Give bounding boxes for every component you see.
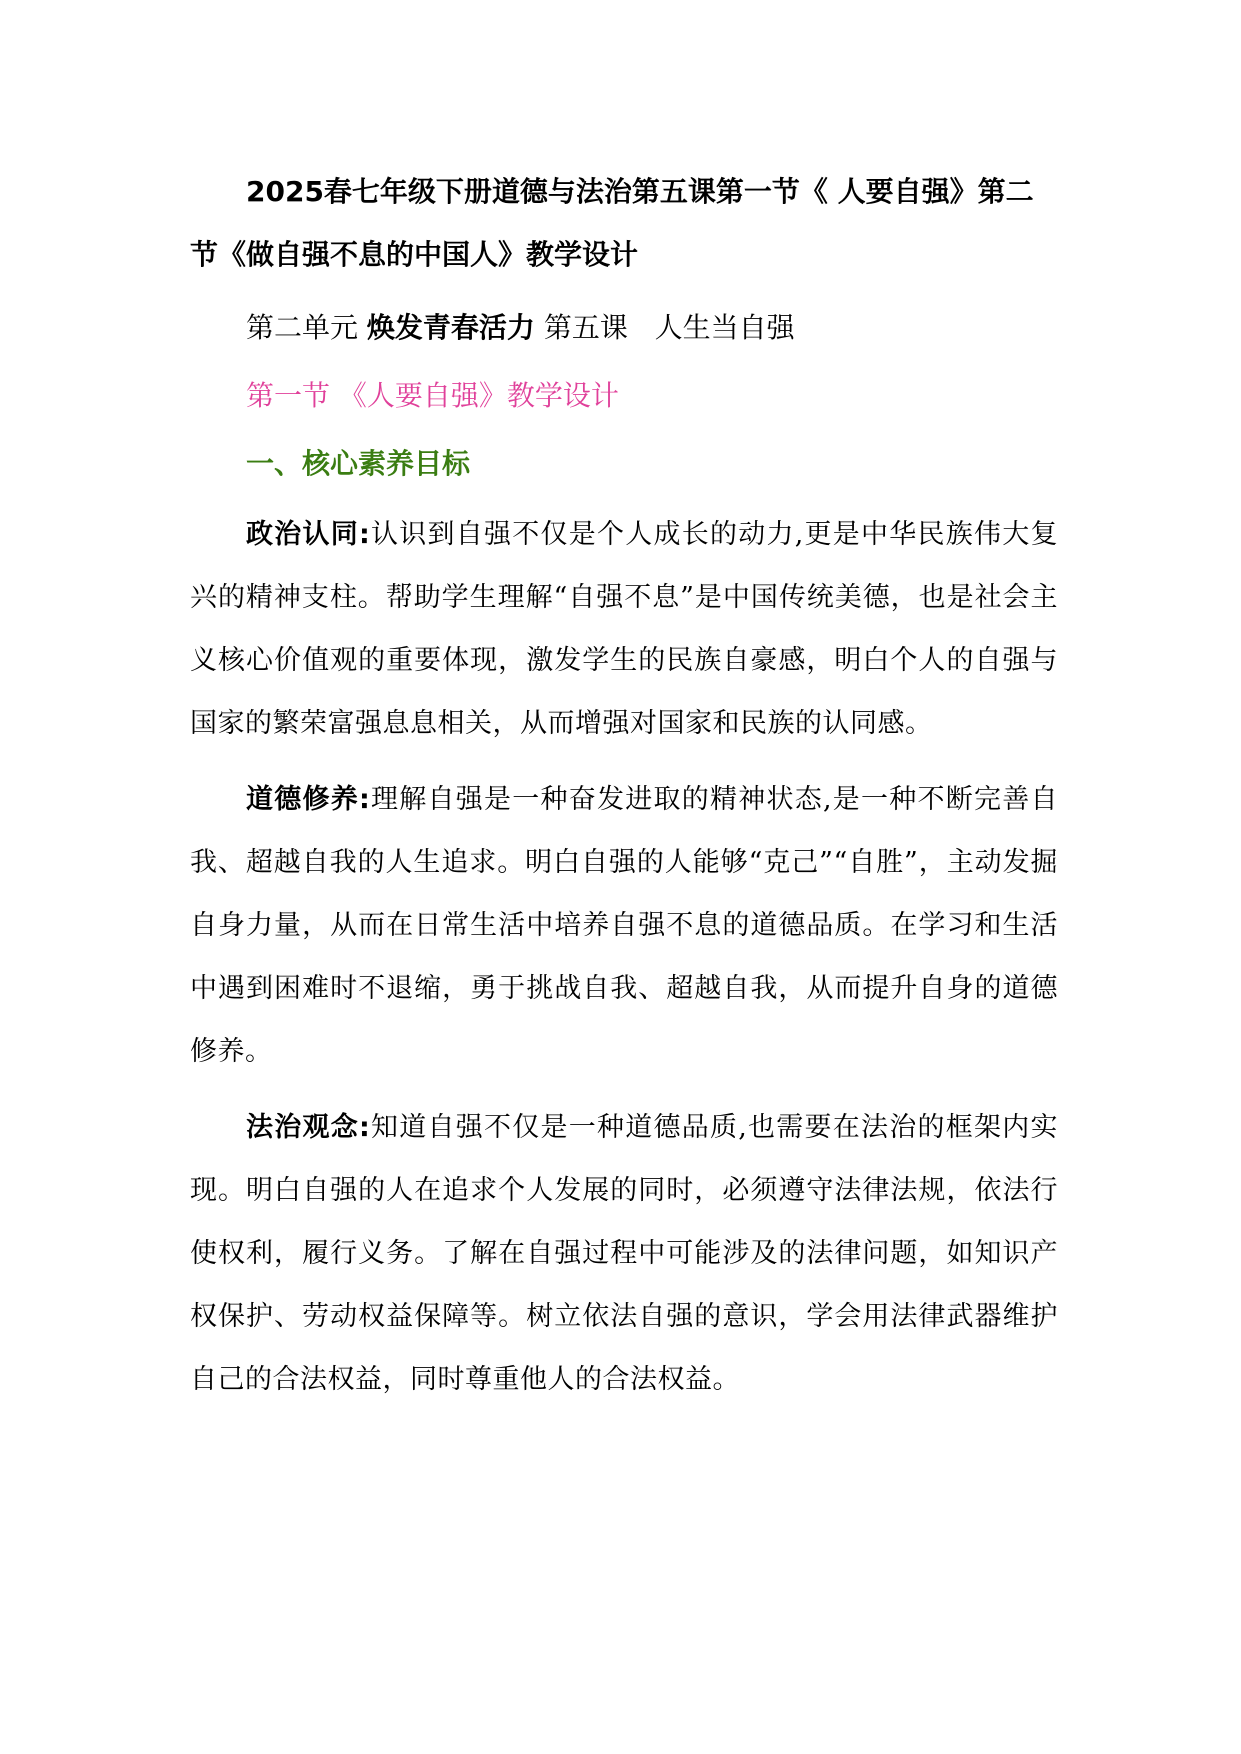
lesson-title: 人生当自强 <box>654 311 795 344</box>
paragraph-text: 知道自强不仅是一种道德品质,也需要在法治的框架内实现。明白自强的人在追求个人发展的同时，必须遵守法律法规，依法行使权利，履行义务。了解在自强过程中可能涉及的法律问题，如知识产权保护、劳动权益保障等。树立依法自强的意识，学会用法律武器维护自己的合法权益，同时尊重他人的合法权益。 <box>190 1112 1058 1395</box>
unit-line <box>190 308 1058 348</box>
unit-theme: 焕发青春活力 <box>366 311 535 344</box>
paragraph-text: 认识到自强不仅是个人成长的动力,更是中华民族伟大复兴的精神支柱。帮助学生理解“自强不息”是中国传统美德，也是社会主义核心价值观的重要体现，激发学生的民族自豪感，明白个人的自强与国家的繁荣富强息息相关，从而增强对国家和民族的认同感。 <box>190 519 1058 739</box>
document-title: 2025春七年级下册道德与法治第五课第一节《 人要自强》第二节《做自强不息的中国人》教学设计 <box>190 175 1034 271</box>
lesson-label: 第五课 <box>543 311 628 344</box>
section-title: 第一节 《人要自强》教学设计 <box>246 379 619 412</box>
paragraph-political-identity <box>190 503 1058 755</box>
paragraph-lead: 法治观念: <box>246 1112 371 1143</box>
paragraph-moral-cultivation <box>190 768 1058 1083</box>
unit-label: 第二单元 <box>246 311 359 344</box>
paragraph-rule-of-law <box>190 1096 1058 1411</box>
heading-core-goals: 一、核心素养目标 <box>246 447 471 480</box>
document-body <box>190 160 1058 1411</box>
paragraph-lead: 政治认同: <box>246 519 371 550</box>
paragraph-text: 理解自强是一种奋发进取的精神状态,是一种不断完善自我、超越自我的人生追求。明白自强的人能够“克己”“自胜”，主动发掘自身力量，从而在日常生活中培养自强不息的道德品质。在学习和生活中遇到困难时不退缩，勇于挑战自我、超越自我，从而提升自身的道德修养。 <box>190 784 1058 1067</box>
paragraph-lead: 道德修养: <box>246 784 371 815</box>
